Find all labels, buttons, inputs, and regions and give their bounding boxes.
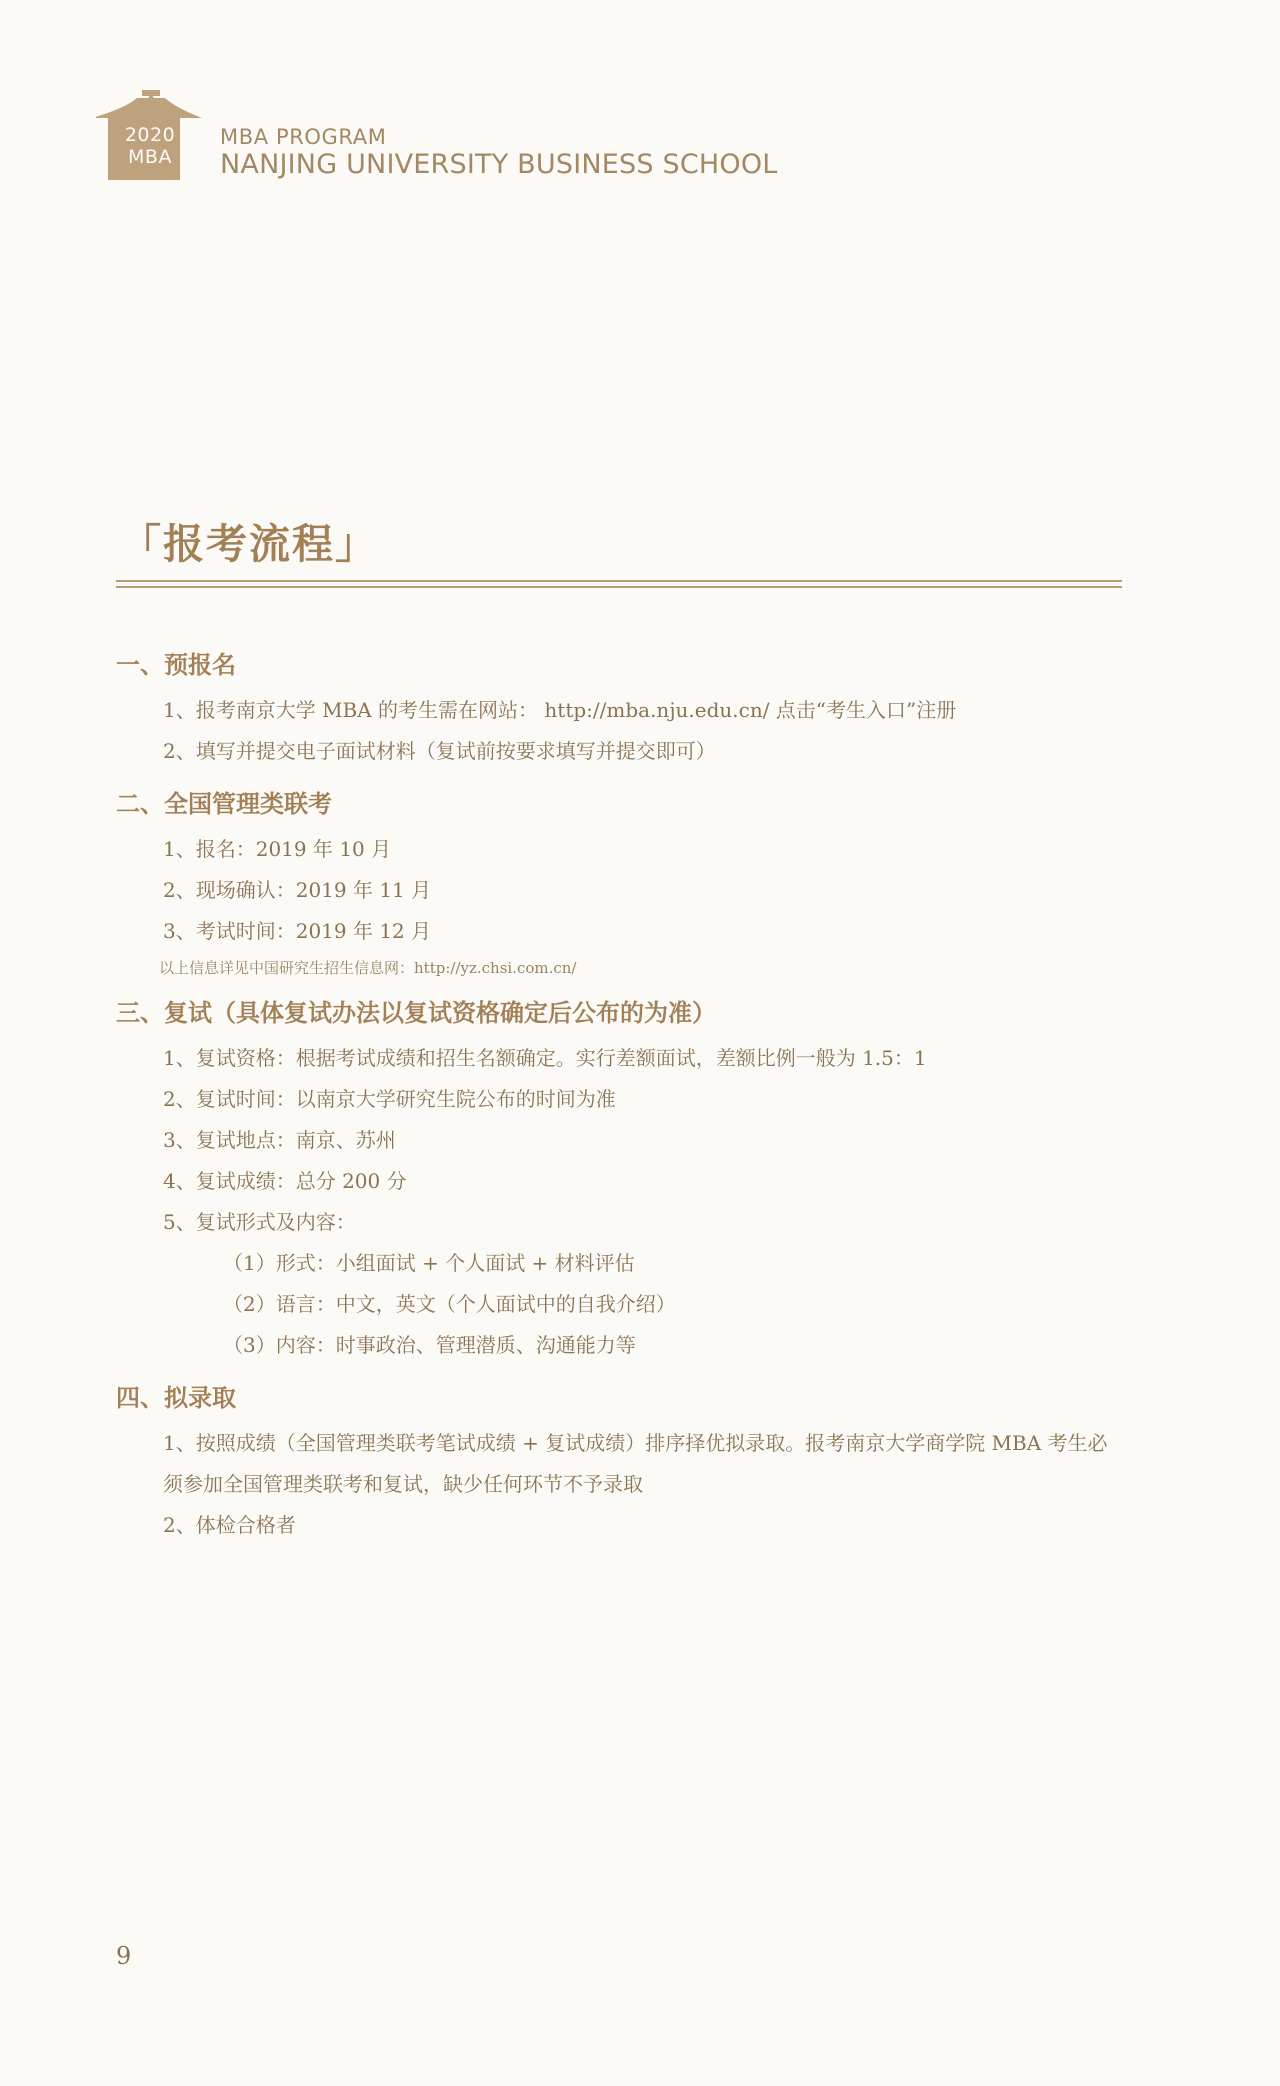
section-title: 一、预报名 <box>116 650 236 679</box>
list-item: 1、报名：2019 年 10 月 <box>163 837 392 861</box>
list-item: 2、填写并提交电子面试材料（复试前按要求填写并提交即可） <box>163 739 716 763</box>
list-item: 2、复试时间：以南京大学研究生院公布的时间为准 <box>163 1087 616 1111</box>
sub-list-item: （1）形式：小组面试 + 个人面试 + 材料评估 <box>223 1251 635 1275</box>
content <box>116 645 1126 1558</box>
section-admission <box>116 1378 1126 1546</box>
page-header <box>96 88 796 188</box>
school-name: NANJING UNIVERSITY BUSINESS SCHOOL <box>220 149 778 180</box>
list-item: 2、现场确认：2019 年 11 月 <box>163 878 432 902</box>
logo-caption <box>110 124 190 168</box>
list-item: 3、考试时间：2019 年 12 月 <box>163 919 432 943</box>
list-item: 1、报考南京大学 MBA 的考生需在网站： http://mba.nju.edu.cn/ 点击“考生入口”注册 <box>163 698 957 722</box>
sub-list-item: （2）语言：中文，英文（个人面试中的自我介绍） <box>223 1292 676 1316</box>
logo-label: MBA <box>128 146 172 168</box>
info-note: 以上信息详见中国研究生招生信息网：http://yz.chsi.com.cn/ <box>159 959 577 977</box>
logo-year: 2020 <box>124 124 176 146</box>
list-item: 1、按照成绩（全国管理类联考笔试成绩 + 复试成绩）排序择优拟录取。报考南京大学商学院 MBA 考生必须参加全国管理类联考和复试，缺少任何环节不予录取 <box>163 1431 1108 1496</box>
header-text <box>220 125 778 181</box>
section-title: 三、复试（具体复试办法以复试资格确定后公布的为准） <box>116 998 716 1027</box>
page-title: 「报考流程」 <box>120 520 378 568</box>
section-reexam <box>116 993 1126 1366</box>
program-label: MBA PROGRAM <box>220 125 387 149</box>
section-national-exam <box>116 784 1126 981</box>
list-item: 4、复试成绩：总分 200 分 <box>163 1169 407 1193</box>
sub-list-item: （3）内容：时事政治、管理潜质、沟通能力等 <box>223 1333 636 1357</box>
title-divider-top <box>116 580 1122 582</box>
section-title: 四、拟录取 <box>116 1383 236 1412</box>
section-title: 二、全国管理类联考 <box>116 789 332 818</box>
page-number: 9 <box>116 1942 132 1970</box>
list-item: 5、复试形式及内容： <box>163 1210 356 1234</box>
list-item: 2、体检合格者 <box>163 1513 296 1537</box>
list-item: 3、复试地点：南京、苏州 <box>163 1128 396 1152</box>
list-item: 1、复试资格：根据考试成绩和招生名额确定。实行差额面试，差额比例一般为 1.5：1 <box>163 1046 927 1070</box>
title-divider-bottom <box>116 586 1122 588</box>
section-pre-registration <box>116 645 1126 772</box>
